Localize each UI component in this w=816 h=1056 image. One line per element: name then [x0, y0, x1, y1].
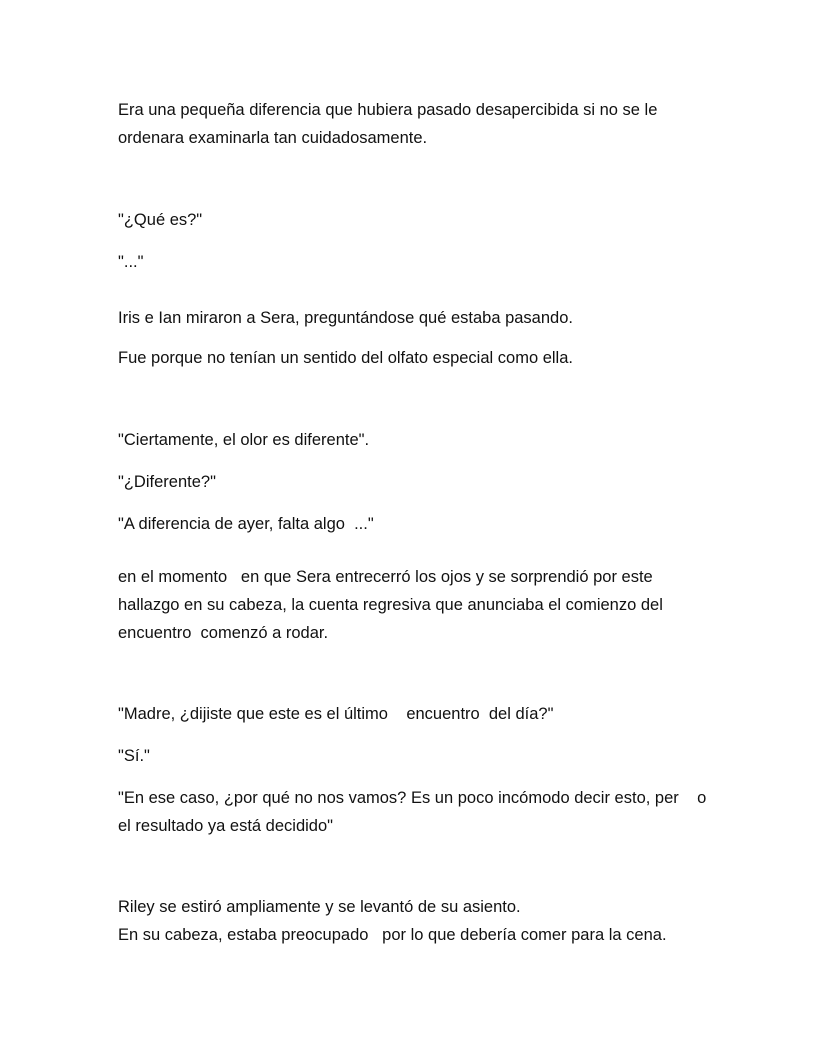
dialogue-line: "Ciertamente, el olor es diferente".: [118, 431, 370, 449]
paragraph-narration: Iris e Ian miraron a Sera, preguntándose qué estaba pasando.: [118, 309, 573, 327]
paragraph-narration: en el momento en que Sera entrecerró los ojos y se sorprendió por este hallazgo en su cabeza, la cuenta regresiva que anunciaba el comienzo del encuentro comenzó a rodar.: [118, 568, 663, 642]
dialogue-line: "A diferencia de ayer, falta algo ...": [118, 515, 374, 533]
dialogue-line: "Sí.": [118, 747, 150, 765]
dialogue-line: "...": [118, 253, 144, 271]
paragraph-1: Era una pequeña diferencia que hubiera pasado desapercibida si no se le ordenara examinarla tan cuidadosamente.: [118, 101, 658, 147]
dialogue-line: "En ese caso, ¿por qué no nos vamos? Es un poco incómodo decir esto, per o el resultado ya está decidido": [118, 789, 707, 835]
dialogue-line: "¿Diferente?": [118, 473, 216, 491]
paragraph-narration: Riley se estiró ampliamente y se levantó de su asiento. En su cabeza, estaba preocupado por lo que debería comer para la cena.: [118, 898, 667, 944]
dialogue-line: "Madre, ¿dijiste que este es el último encuentro del día?": [118, 705, 554, 723]
dialogue-line: "¿Qué es?": [118, 211, 203, 229]
paragraph-narration: Fue porque no tenían un sentido del olfato especial como ella.: [118, 349, 573, 367]
